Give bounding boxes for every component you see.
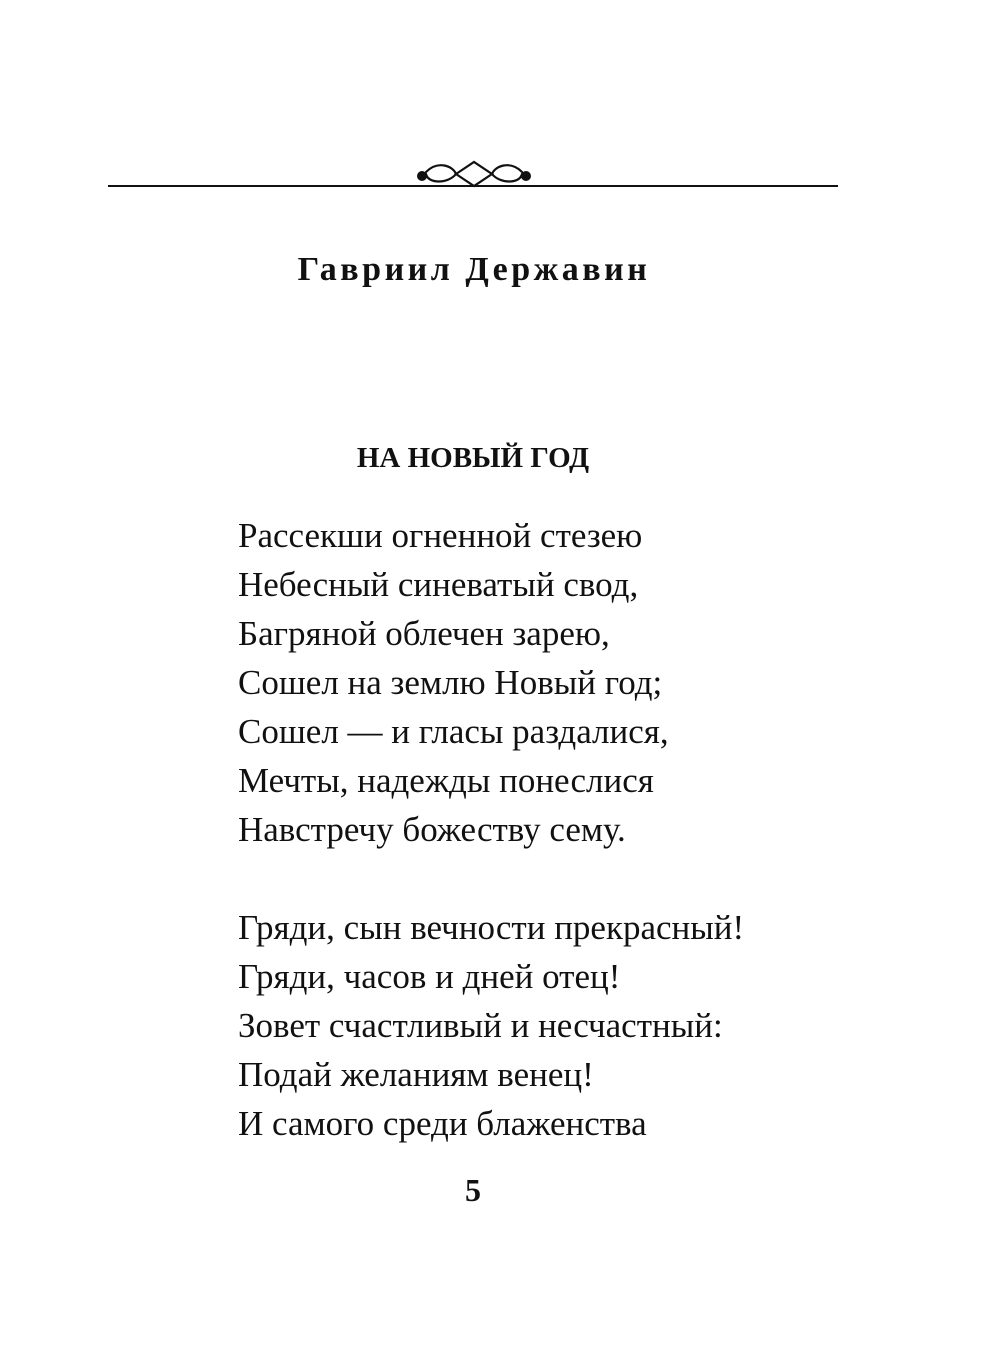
poem-line: Навстречу божеству сему.	[238, 810, 626, 849]
poem-line: Небесный синеватый свод,	[238, 565, 639, 604]
poem-line: Подай желаниям венец!	[238, 1055, 594, 1094]
poem-line: Гряди, часов и дней отец!	[238, 957, 621, 996]
poem-title: НА НОВЫЙ ГОД	[356, 442, 590, 474]
poem-line: Зовет счастливый и несчастный:	[238, 1006, 723, 1045]
poem-line: И самого среди блаженства	[238, 1104, 647, 1143]
header-divider	[108, 150, 838, 190]
author-name: Гавриил Державин	[297, 251, 651, 288]
poem-line: Сошел — и гласы раздалися,	[238, 712, 669, 751]
poem-line: Мечты, надежды понеслися	[238, 761, 654, 800]
poem-line: Рассекши огненной стезею	[238, 516, 643, 555]
poem-line: Сошел на землю Новый год;	[238, 663, 663, 702]
page-number: 5	[465, 1172, 481, 1208]
stanza-1	[238, 511, 858, 854]
flourish-divider-icon	[108, 150, 838, 190]
poem-line: Гряди, сын вечности прекрасный!	[238, 908, 745, 947]
stanza-2	[238, 903, 858, 1148]
poem-line: Багряной облечен зарею,	[238, 614, 610, 653]
